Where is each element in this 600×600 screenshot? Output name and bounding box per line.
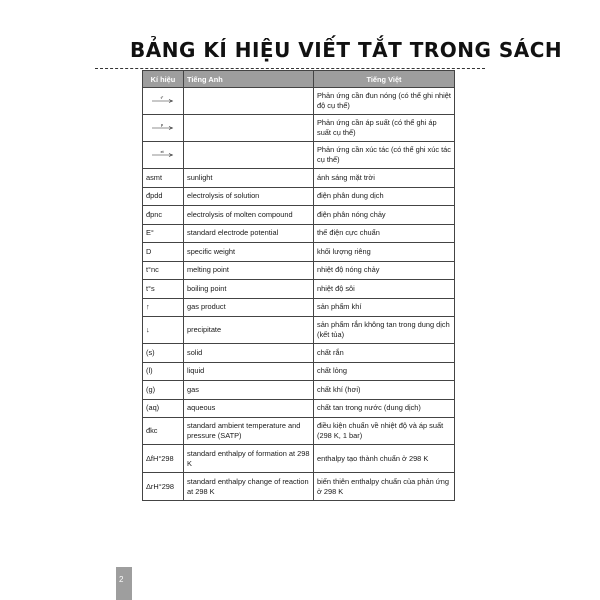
symbol-cell: [143, 88, 184, 115]
english-cell: standard enthalpy of formation at 298 K: [184, 445, 314, 473]
table-row: [143, 261, 455, 280]
symbol-cell: đpnc: [143, 206, 184, 225]
catalyst-arrow-icon: [152, 149, 174, 158]
header-vietnamese: Tiếng Việt: [314, 71, 455, 88]
vietnamese-cell: nhiệt độ sôi: [314, 280, 455, 299]
vietnamese-cell: điều kiện chuẩn về nhiệt độ và áp suất (298 K, 1 bar): [314, 418, 455, 445]
symbol-cell: đpdd: [143, 187, 184, 206]
english-cell: electrolysis of molten compound: [184, 206, 314, 225]
english-cell: standard enthalpy change of reaction at 298 K: [184, 473, 314, 501]
symbol-cell: (g): [143, 381, 184, 400]
table-row: [143, 399, 455, 418]
header-symbol: Kí hiệu: [143, 71, 184, 88]
symbol-cell: [143, 142, 184, 169]
vietnamese-cell: enthalpy tạo thành chuẩn ở 298 K: [314, 445, 455, 473]
symbol-cell: (s): [143, 344, 184, 363]
header-english: Tiếng Anh: [184, 71, 314, 88]
symbol-cell: ↑: [143, 298, 184, 317]
table-row: [143, 224, 455, 243]
page-title: BẢNG KÍ HIỆU VIẾT TẮT TRONG SÁCH: [130, 38, 563, 62]
symbol-cell: asmt: [143, 169, 184, 188]
vietnamese-cell: chất rắn: [314, 344, 455, 363]
table-row: [143, 206, 455, 225]
symbol-cell: D: [143, 243, 184, 262]
vietnamese-cell: thế điện cực chuẩn: [314, 224, 455, 243]
symbol-cell: E°: [143, 224, 184, 243]
table-row: [143, 317, 455, 344]
english-cell: boiling point: [184, 280, 314, 299]
table-header-row: [143, 71, 455, 88]
table-row: [143, 445, 455, 473]
english-cell: liquid: [184, 362, 314, 381]
vietnamese-cell: ánh sáng mặt trời: [314, 169, 455, 188]
table-row: [143, 473, 455, 501]
vietnamese-cell: sản phẩm khí: [314, 298, 455, 317]
vietnamese-cell: điện phân dung dịch: [314, 187, 455, 206]
vietnamese-cell: điện phân nóng chảy: [314, 206, 455, 225]
symbol-cell: t°s: [143, 280, 184, 299]
english-cell: aqueous: [184, 399, 314, 418]
symbol-cell: t°nc: [143, 261, 184, 280]
english-cell: [184, 88, 314, 115]
symbol-cell: ΔrH°298: [143, 473, 184, 501]
arrow-label: xt: [160, 149, 164, 154]
table-row: [143, 362, 455, 381]
vietnamese-cell: Phản ứng cần đun nóng (có thể ghi nhiệt độ cụ thể): [314, 88, 455, 115]
table-row: [143, 381, 455, 400]
english-cell: precipitate: [184, 317, 314, 344]
english-cell: gas: [184, 381, 314, 400]
page-number: 2: [119, 575, 124, 584]
symbol-cell: đkc: [143, 418, 184, 445]
symbol-cell: (l): [143, 362, 184, 381]
table-row: [143, 243, 455, 262]
table-row: [143, 169, 455, 188]
vietnamese-cell: chất khí (hơi): [314, 381, 455, 400]
table-row: [143, 187, 455, 206]
english-cell: standard electrode potential: [184, 224, 314, 243]
table-row: [143, 298, 455, 317]
table-row: [143, 115, 455, 142]
table-row: [143, 142, 455, 169]
abbreviation-table: [142, 70, 455, 501]
vietnamese-cell: Phản ứng cần áp suất (có thể ghi áp suất cụ thể): [314, 115, 455, 142]
english-cell: standard ambient temperature and pressure (SATP): [184, 418, 314, 445]
english-cell: gas product: [184, 298, 314, 317]
pressure-arrow-icon: [152, 122, 174, 131]
symbol-cell: ↓: [143, 317, 184, 344]
table-row: [143, 344, 455, 363]
symbol-cell: ΔfH°298: [143, 445, 184, 473]
table-row: [143, 88, 455, 115]
symbol-cell: [143, 115, 184, 142]
vietnamese-cell: biến thiên enthalpy chuẩn của phản ứng ở 298 K: [314, 473, 455, 501]
title-underline: [95, 68, 485, 69]
english-cell: solid: [184, 344, 314, 363]
vietnamese-cell: sản phẩm rắn không tan trong dung dịch (kết tủa): [314, 317, 455, 344]
vietnamese-cell: khối lượng riêng: [314, 243, 455, 262]
english-cell: specific weight: [184, 243, 314, 262]
english-cell: [184, 115, 314, 142]
english-cell: electrolysis of solution: [184, 187, 314, 206]
english-cell: melting point: [184, 261, 314, 280]
table-row: [143, 418, 455, 445]
vietnamese-cell: Phản ứng cần xúc tác (có thể ghi xúc tác cụ thể): [314, 142, 455, 169]
english-cell: [184, 142, 314, 169]
vietnamese-cell: chất tan trong nước (dung dịch): [314, 399, 455, 418]
arrow-label: p: [160, 122, 164, 127]
vietnamese-cell: chất lỏng: [314, 362, 455, 381]
heat-arrow-icon: [152, 95, 174, 104]
arrow-label: t°: [160, 95, 164, 100]
table-row: [143, 280, 455, 299]
english-cell: sunlight: [184, 169, 314, 188]
symbol-cell: (aq): [143, 399, 184, 418]
vietnamese-cell: nhiệt độ nóng chảy: [314, 261, 455, 280]
